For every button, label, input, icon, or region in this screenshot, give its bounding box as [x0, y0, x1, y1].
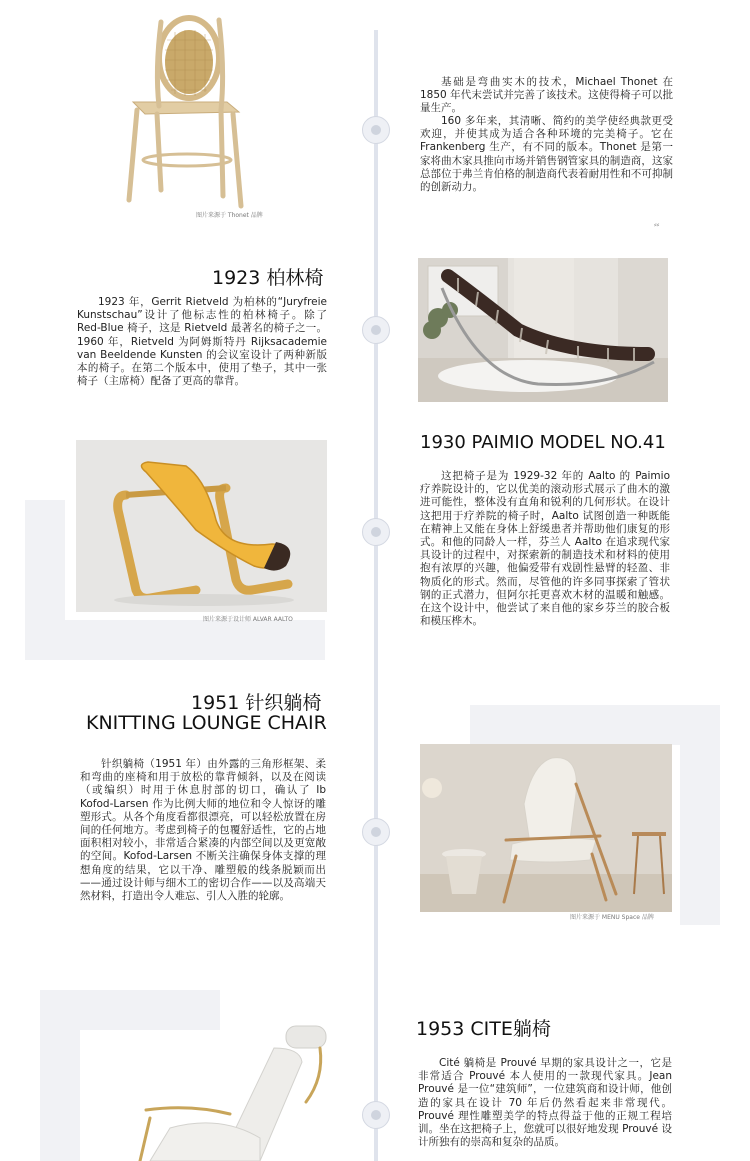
thonet-chair-image [115, 10, 255, 210]
decor-panel-left-2b [40, 990, 80, 1161]
rietveld-chair-image [418, 258, 668, 402]
thonet-paragraph-2: 160 多年来，其清晰、简约的美学使经典款更受欢迎，并使其成为适合各种环境的完美椅子。它在 Frankenberg 生产，有不同的版本。Thonet 是第一家将曲木家具推向市场并销售钢管家具的制造商，这家总部位于弗兰肯伯格的制造商代表着耐用性和不可抑制的创新动力。 [420, 115, 673, 194]
timeline-node [362, 316, 390, 344]
cite-chair-image [110, 1018, 330, 1161]
timeline-line [374, 30, 378, 1161]
knitting-title-en: KNITTING LOUNGE CHAIR [86, 712, 327, 734]
thonet-paragraph-1: 基础是弯曲实木的技术，Michael Thonet 在 1850 年代末尝试并完善了该技术。这使得椅子可以批量生产。 [420, 76, 673, 115]
knitting-title-cn: 1951 针织躺椅 [191, 692, 322, 714]
timeline-node [362, 116, 390, 144]
knitting-chair-image [420, 744, 672, 912]
timeline-node [362, 518, 390, 546]
rietveld-paragraph: 1923 年，Gerrit Rietveld 为柏林的“Juryfreie Kunstschau”设计了他标志性的柏林椅子。除了 Red-Blue 椅子，这是 Rietveld 最著名的椅子之一。1960 年，Rietveld 为阿姆斯特丹 Rijksacademie van Beeldende Kunsten 的会议室设计了两种新版本的椅子。在第二个版本中，使用了垫子，其中一张椅子（主席椅）配备了更高的靠背。 [77, 296, 327, 388]
paimio-caption: 图片来源于设计师 ALVAR AALTO [203, 616, 293, 623]
cite-title: 1953 CITE躺椅 [416, 1018, 551, 1040]
rietveld-title: 1923 柏林椅 [212, 267, 324, 289]
decor-panel-left-1b [25, 620, 325, 660]
cite-paragraph: Cité 躺椅是 Prouvé 早期的家具设计之一，它是非常适合 Prouvé 本人使用的一款现代家具。Jean Prouvé 是一位“建筑师”，一位建筑商和设计师，他创造的家具在设计 70 年后仍然看起来非常现代。Prouvé 理性雕塑美学的特点得益于他的正规工程培训。坐在这把椅子上，您就可以很好地发现 Prouvé 设计所独有的崇高和复杂的品质。 [418, 1057, 672, 1149]
paimio-title: 1930 PAIMIO MODEL NO.41 [420, 432, 666, 453]
knitting-paragraph: 针织躺椅（1951 年）由外露的三角形框架、柔和弯曲的座椅和用于放松的靠背倾斜，以及在阅读（或编织）时用于休息肘部的切口，确认了 Ib Kofod-Larsen 作为比例大师的地位和令人惊讶的雕塑形式。从各个角度看都很漂亮，可以轻松放置在房间的任何地方。考虑到椅子的包覆舒适性，它的占地面积相对较小，非常适合紧凑的内部空间以及更宽敞的空间。Kofod-Larsen 不断关注确保身体支撑的理想角度的结果，它以干净、雕塑般的线条脱颖而出——通过设计师与细木工的密切合作——以及高端天然材料，打造出令人难忘、引人入胜的轮廓。 [80, 758, 326, 903]
timeline-node [362, 1101, 390, 1129]
decor-panel-right-1b [470, 705, 720, 745]
timeline-node [362, 818, 390, 846]
paimio-paragraph: 这把椅子是为 1929-32 年的 Aalto 的 Paimio 疗养院设计的，它以优美的滚动形式展示了曲木的激进可能性，整体没有直角和锐利的几何形状。在设计这把用于疗养院的椅子时，Aalto 试图创造一种既能在精神上又能在身体上舒缓患者并帮助他们康复的形式。和他的同龄人一样，芬兰人 Aalto 在追求现代家具设计的过程中，对探索新的制造技术和材料的使用抱有浓厚的兴趣，他偏爱带有戏剧性悬臂的轻盈、非物质化的形式。然而，尽管他的许多同事探索了管状钢的正式潜力，但阿尔托更喜欢木材的温暖和触感。在这个设计中，他尝试了来自他的家乡芬兰的胶合板和模压桦木。 [420, 470, 670, 628]
paimio-chair-image [76, 440, 327, 612]
thonet-caption: 图片来源于 Thonet 品牌 [196, 212, 263, 219]
quote-mark-icon: ⸗⸗ [654, 220, 660, 229]
knitting-caption: 图片来源于 MENU Space 品牌 [570, 914, 654, 921]
